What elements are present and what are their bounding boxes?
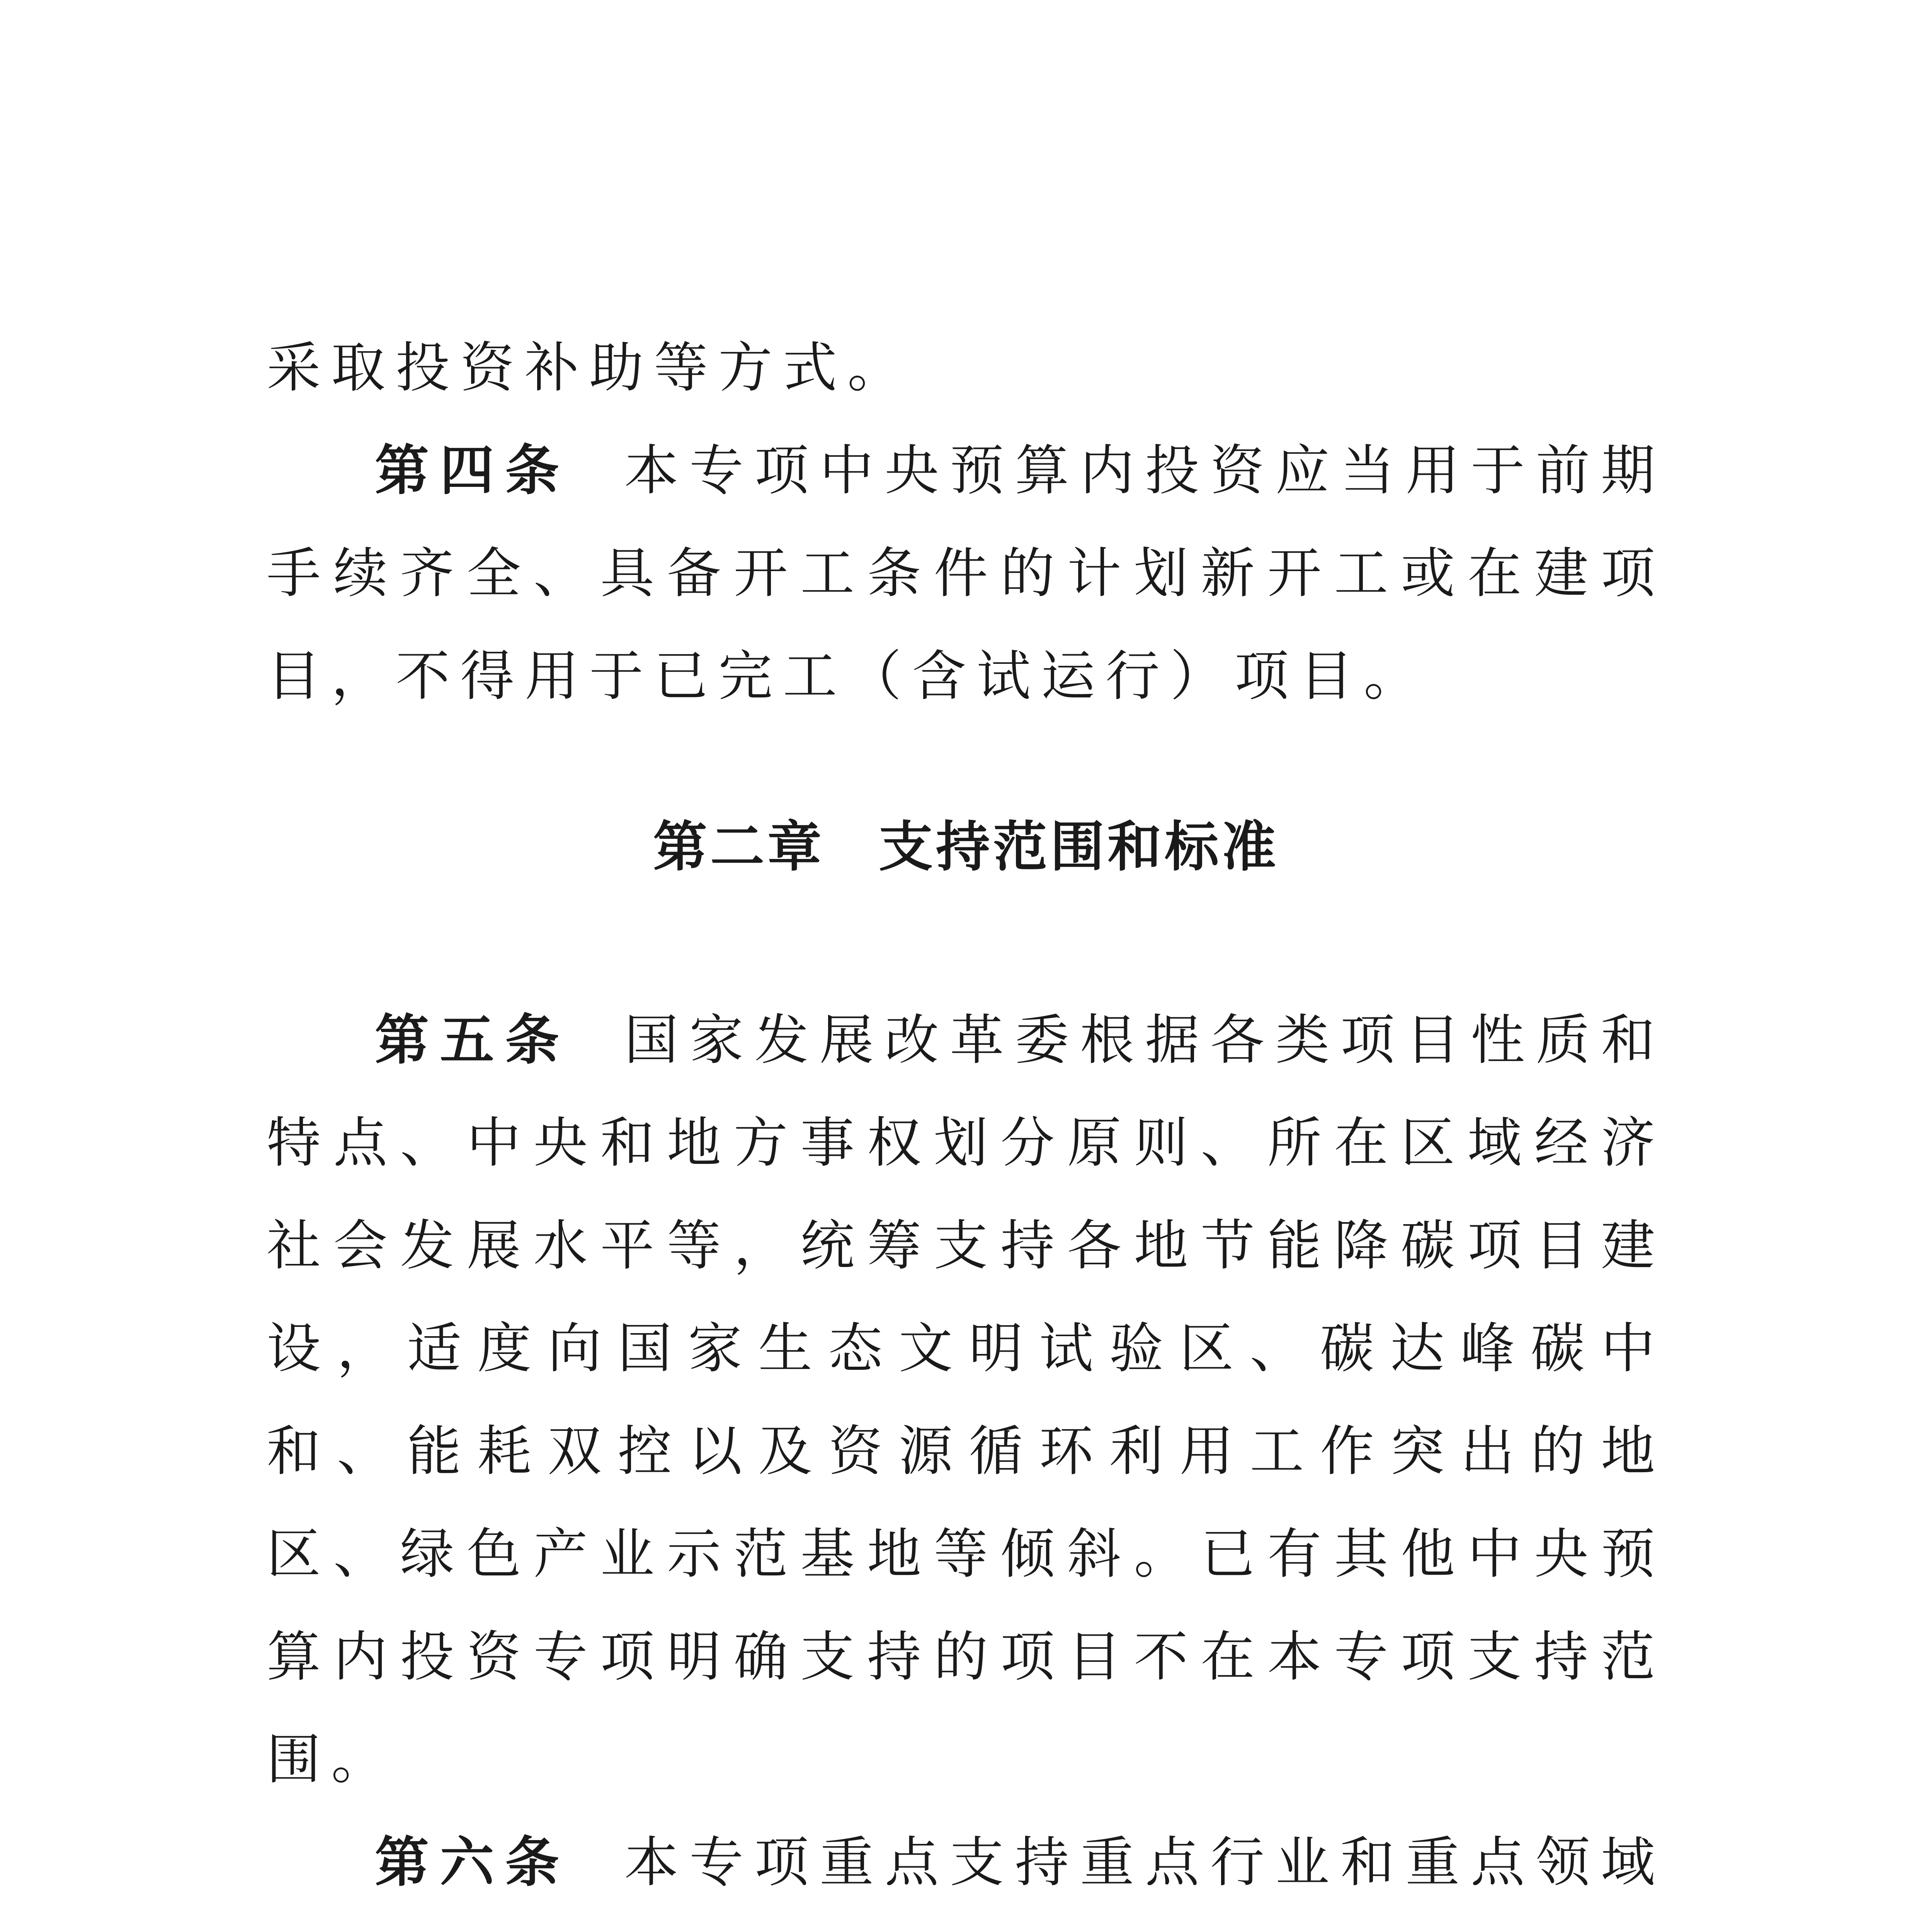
chapter-number: 第二章 — [653, 816, 825, 879]
article-6-text: 本专项重点支持重点行业和重点领域 — [624, 1831, 1665, 1894]
article-4-text: 本专项中央预算内投资应当用于前期手续齐全、具备开工条件的计划新开工或在建项目，不得用于已完工（含试运行）项目。 — [267, 439, 1665, 708]
article-6 — [267, 1811, 1665, 1932]
section-chapter2 — [267, 989, 1665, 1932]
article-5-label: 第五条 — [375, 1009, 570, 1072]
article-4-label: 第四条 — [375, 439, 570, 502]
chapter-title — [267, 796, 1665, 899]
article-5-text: 国家发展改革委根据各类项目性质和特点、中央和地方事权划分原则、所在区域经济社会发展水平等，统筹支持各地节能降碳项目建设，适度向国家生态文明试验区、碳达峰碳中和、能耗双控以及资源循环利用工作突出的地区、绿色产业示范基地等倾斜。已有其他中央预算内投资专项明确支持的项目不在本专项支持范围。 — [267, 1009, 1665, 1791]
paragraph-continuation: 采取投资补助等方式。 — [267, 337, 912, 400]
chapter-name: 支持范围和标准 — [879, 816, 1279, 879]
article-5 — [267, 989, 1665, 1811]
article-6-label: 第六条 — [375, 1831, 570, 1894]
section-top — [267, 317, 1665, 728]
article-4 — [267, 420, 1665, 728]
